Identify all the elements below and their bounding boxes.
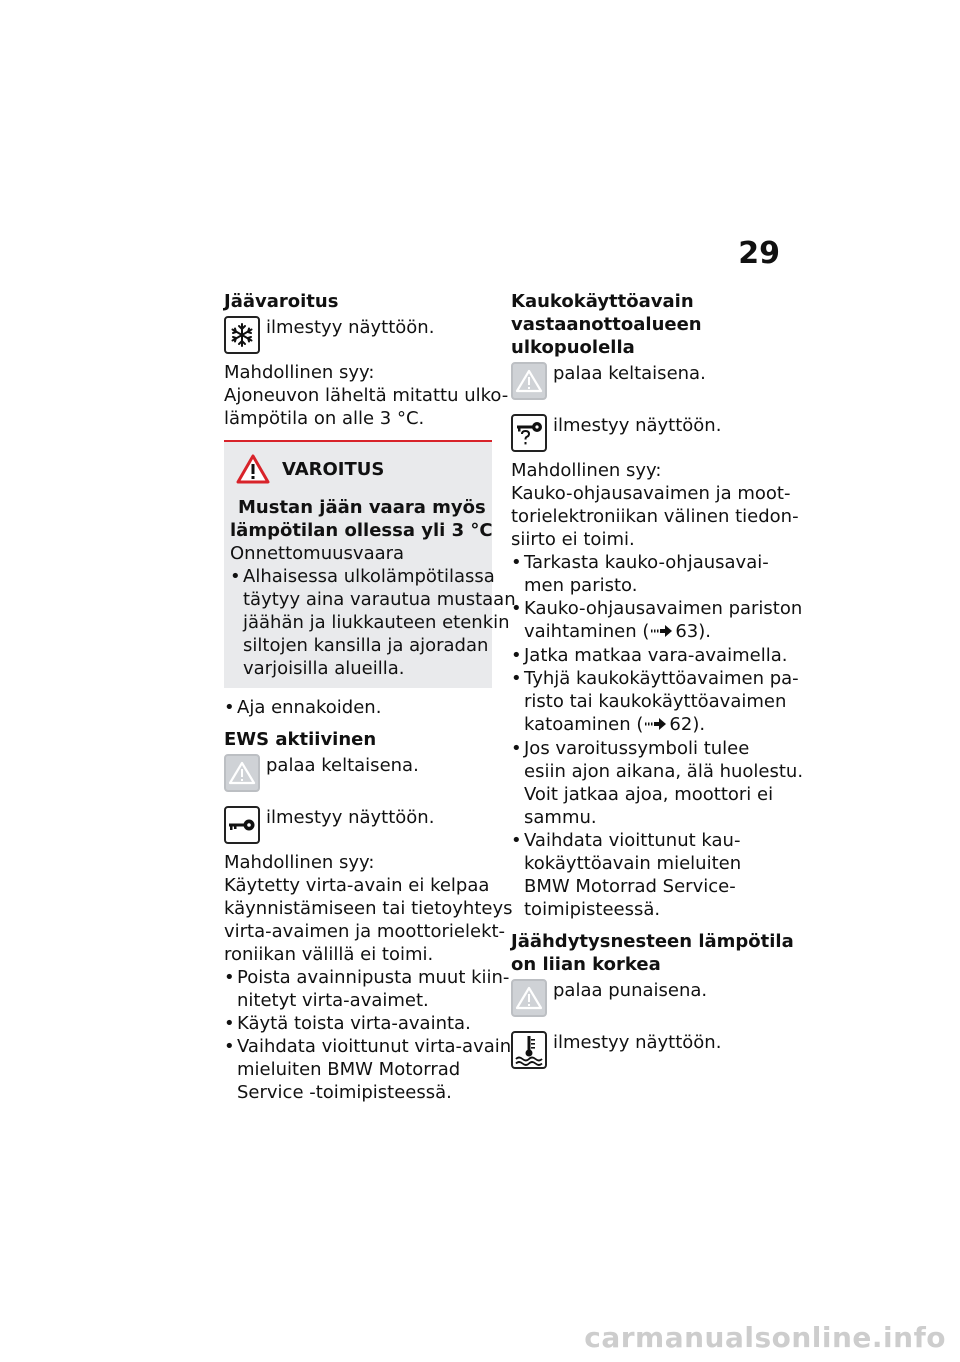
warning-bullet-line: varjoisilla alueilla. [243,658,405,679]
keyless-bullet: • Tyhjä kaukokäyttöavaimen pa- [511,667,779,690]
page-reference[interactable]: 63). [675,621,712,642]
general-warning-icon [511,362,547,400]
ews-indicator-row-2 [224,806,492,844]
ice-cause-line: Ajoneuvon läheltä mitattu ulko- [224,385,509,406]
ews-bullet-line: mieluiten BMW Motorrad [237,1059,461,1080]
warning-heading-line: Mustan jään vaara myös [238,497,486,518]
warning-bullet-line: siltojen kansilla ja ajoradan [243,635,489,656]
keyless-bullet: • Jatka matkaa vara-avaimella. [511,644,779,667]
left-column [224,290,516,1104]
ews-indicator-row-1 [224,754,492,792]
ews-bullet: • Käytä toista virta-avainta. [224,1012,492,1035]
coolant-heading-line: on liian korkea [511,954,661,975]
warning-box [224,442,516,688]
ice-cause-label: Mahdollinen syy: [224,362,375,383]
key-question-icon [511,414,547,452]
keyless-bullet-line: Voit jatkaa ajoa, moottori ei [524,784,774,805]
drive-carefully-bullet: • Aja ennakoiden. [224,696,492,719]
warning-title: VAROITUS [282,458,385,480]
ews-indicator-text: palaa keltaisena. [266,755,419,776]
warning-triangle-icon [236,454,270,484]
warning-bullet-line: jäähän ja liukkauteen etenkin [243,612,510,633]
coolant-indicator-row-1 [511,979,779,1017]
general-warning-icon [511,979,547,1017]
watermark: carmanualsonline.info [584,1321,946,1354]
keyless-cause-line: siirto ei toimi. [511,529,635,550]
page-reference[interactable]: 62). [669,714,706,735]
snowflake-icon [224,316,260,354]
keyless-bullet-line: risto tai kaukokäyttöavaimen [524,691,787,712]
ews-bullet: • Vaihdata vioittunut virta-avain [224,1035,492,1058]
ice-cause-line: lämpötila on alle 3 °C. [224,408,425,429]
right-column [511,290,804,1069]
ews-cause-line: virta-avaimen ja moottorielekt- [224,921,506,942]
keyless-cause-label: Mahdollinen syy: [511,460,662,481]
warning-heading-line: lämpötilan ollessa yli 3 °C [230,520,493,541]
coolant-heading-line: Jäähdytysnesteen lämpötila [511,931,794,952]
keyless-bullet: • Jos varoitussymboli tulee [511,737,779,760]
page-reference-arrow-icon[interactable] [645,714,667,737]
keyless-indicator-text: palaa keltaisena. [553,363,706,384]
keyless-bullet-line: kokäyttöavain mieluiten [524,853,742,874]
ice-indicator-text: ilmestyy näyttöön. [266,317,435,338]
bullet-text: vaihtaminen ( [524,621,650,642]
page-reference-arrow-icon[interactable] [651,621,673,644]
keyless-cause-line: torielektroniikan välinen tiedon- [511,506,799,527]
keyless-bullet-line [511,620,779,644]
warning-bullet: • Alhaisessa ulkolämpötilassa [230,565,486,588]
ews-bullet: • Poista avainnipusta muut kiin- [224,966,492,989]
keyless-heading-line: ulkopuolella [511,337,635,358]
ice-indicator-row [224,316,492,354]
keyless-heading-line: Kaukokäyttöavain [511,291,694,312]
coolant-indicator-text: ilmestyy näyttöön. [553,1032,722,1053]
key-icon [224,806,260,844]
warning-subtitle: Onnettomuusvaara [230,543,405,564]
ews-bullet-line: nitetyt virta-avaimet. [237,990,429,1011]
ews-cause-label: Mahdollinen syy: [224,852,375,873]
keyless-indicator-text: ilmestyy näyttöön. [553,415,722,436]
keyless-bullet-line: BMW Motorrad Service- [524,876,736,897]
keyless-indicator-row-1 [511,362,779,400]
ice-warning-heading: Jäävaroitus [224,291,339,312]
ews-cause-line: Käytetty virta-avain ei kelpaa [224,875,490,896]
keyless-bullet-line: sammu. [524,807,597,828]
coolant-indicator-text: palaa punaisena. [553,980,708,1001]
page-number: 29 [738,236,780,271]
warning-title-row [230,454,486,484]
keyless-bullet: • Tarkasta kauko-ohjausavai- [511,551,779,574]
keyless-bullet: • Kauko-ohjausavaimen pariston [511,597,779,620]
coolant-temperature-icon [511,1031,547,1069]
keyless-bullet-line [511,713,779,737]
keyless-bullet: • Vaihdata vioittunut kau- [511,829,779,852]
general-warning-icon [224,754,260,792]
coolant-indicator-row-2 [511,1031,779,1069]
ews-cause-line: käynnistämiseen tai tietoyhteys [224,898,513,919]
ews-cause-line: roniikan välillä ei toimi. [224,944,434,965]
keyless-bullet-line: esiin ajon aikana, älä huolestu. [524,761,804,782]
ews-indicator-text: ilmestyy näyttöön. [266,807,435,828]
keyless-bullet-line: men paristo. [524,575,638,596]
keyless-cause-line: Kauko-ohjausavaimen ja moot- [511,483,791,504]
keyless-indicator-row-2 [511,414,779,452]
bullet-text: katoaminen ( [524,714,644,735]
ews-bullet-line: Service -toimipisteessä. [237,1082,452,1103]
keyless-heading-line: vastaanottoalueen [511,314,702,335]
keyless-bullet-line: toimipisteessä. [524,899,661,920]
warning-bullet-line: täytyy aina varautua mustaan [243,589,516,610]
ews-heading: EWS aktiivinen [224,729,377,750]
